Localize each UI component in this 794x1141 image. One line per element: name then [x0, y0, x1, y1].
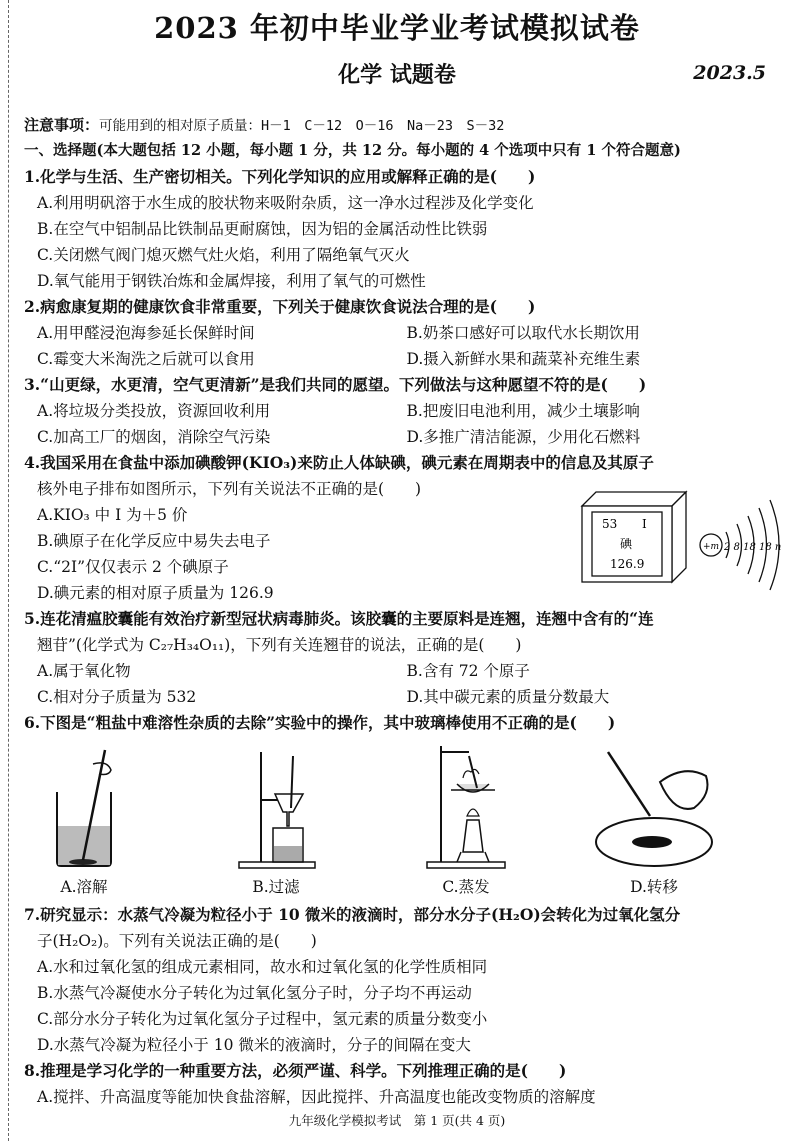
q1-stem: 1.化学与生活、生产密切相关。下列化学知识的应用或解释正确的是( ) — [24, 167, 536, 186]
q8-option-a: A.搅拌、升高温度等能加快食盐溶解，因此搅拌、升高温度也能改变物质的溶解度 — [37, 1088, 596, 1106]
element-name: 碘 — [620, 537, 633, 551]
q6-stem: 6.下图是“粗盐中难溶性杂质的去除”实验中的操作，其中玻璃棒使用不正确的是( ) — [24, 713, 616, 732]
q2-stem: 2.病愈康复期的健康饮食非常重要，下列关于健康饮食说法合理的是( ) — [24, 297, 536, 316]
q5-option-b: B.含有 72 个原子 — [406, 662, 530, 680]
q4-block — [24, 502, 782, 606]
q2-options-cd — [24, 346, 776, 372]
q3-stem: 3.“山更绿，水更清，空气更清新”是我们共同的愿望。下列做法与这种愿望不符的是( ) — [24, 375, 647, 394]
notice — [24, 112, 776, 138]
q3-option-b: B.把废旧电池利用，减少土壤影响 — [406, 402, 640, 420]
q5-options-cd — [24, 684, 776, 710]
figure-transfer — [594, 742, 714, 900]
q4-option-c: C.“2I”仅仅表示 2 个碘原子 — [37, 558, 229, 576]
notice-text: 可能用到的相对原子质量：H－1 C－12 O－16 Na－23 S－32 — [99, 118, 505, 134]
q7-stem-line1: 7.研究显示：水蒸气冷凝为粒径小于 10 微米的液滴时，部分水分子(H₂O)会转化为过氧化氢分 — [24, 905, 681, 924]
filtration-apparatus-icon — [231, 742, 321, 872]
q8-stem: 8.推理是学习化学的一种重要方法，必须严谨、科学。下列推理正确的是( ) — [24, 1061, 567, 1080]
binding-dashed-line — [8, 0, 9, 1141]
q7-stem-line2: 子(H₂O₂)。下列有关说法正确的是( ) — [37, 932, 317, 950]
element-number: 53 — [602, 517, 618, 531]
figure-dissolve — [24, 742, 144, 900]
q1-option-a: A.利用明矾溶于水生成的胶状物来吸附杂质，这一净水过程涉及化学变化 — [37, 194, 534, 212]
q3-option-a: A.将垃圾分类投放，资源回收利用 — [37, 402, 271, 420]
q4-stem-line1: 4.我国采用在食盐中添加碘酸钾(KIO₃)来防止人体缺碘，碘元素在周期表中的信息及其原子 — [24, 453, 654, 472]
q2-option-a: A.用甲醛浸泡海参延长保鲜时间 — [37, 324, 255, 342]
q5-stem-line2: 翘苷”(化学式为 C₂₇H₃₄O₁₁)，下列有关连翘苷的说法，正确的是( ) — [37, 636, 522, 654]
q5-option-a: A.属于氧化物 — [37, 662, 131, 680]
figure-evaporate — [406, 742, 526, 900]
beaker-stirring-icon — [39, 742, 129, 872]
q7-option-a: A.水和过氧化氢的组成元素相同，故水和过氧化氢的化学性质相同 — [37, 958, 488, 976]
q3-options-ab — [24, 398, 776, 424]
page-subtitle: 化学 试题卷 — [338, 62, 456, 88]
nucleus-label: +m — [702, 542, 720, 552]
figure-caption-c: C.蒸发 — [442, 878, 490, 896]
q4-stem-line2: 核外电子排布如图所示，下列有关说法不正确的是( ) — [37, 480, 422, 498]
q7-option-d: D.水蒸气冷凝为粒径小于 10 微米的液滴时，分子的间隔在变大 — [37, 1036, 471, 1054]
q1-option-d: D.氧气能用于钢铁冶炼和金属焊接，利用了氧气的可燃性 — [37, 272, 426, 290]
q5-option-d: D.其中碳元素的质量分数最大 — [406, 688, 610, 706]
page-footer: 九年级化学模拟考试 第 1 页(共 4 页) — [288, 1113, 506, 1128]
q4-option-d: D.碘元素的相对原子质量为 126.9 — [37, 584, 274, 602]
figure-caption-a: A.溶解 — [60, 878, 108, 896]
q5-option-c: C.相对分子质量为 532 — [37, 688, 197, 706]
q3-option-c: C.加高工厂的烟囱，消除空气污染 — [37, 428, 271, 446]
section-heading: 一、选择题(本大题包括 12 小题，每小题 1 分，共 12 分。每小题的 4 个选项中只有 1 个符合题意) — [24, 142, 681, 159]
figure-caption-d: D.转移 — [630, 878, 678, 896]
element-mass: 126.9 — [610, 557, 645, 571]
q3-options-cd — [24, 424, 776, 450]
q7-option-c: C.部分水分子转化为过氧化氢分子过程中，氢元素的质量分数变小 — [37, 1010, 488, 1028]
q4-option-b: B.碘原子在化学反应中易失去电子 — [37, 532, 271, 550]
exam-date: 2023.5 — [693, 62, 766, 84]
q2-options-ab — [24, 320, 776, 346]
exam-content — [24, 112, 782, 1110]
electron-counts: 2 8 18 18 n — [724, 542, 782, 553]
q5-options-ab — [24, 658, 776, 684]
q1-option-c: C.关闭燃气阀门熄灭燃气灶火焰，利用了隔绝氧气灭火 — [37, 246, 410, 264]
figure-caption-b: B.过滤 — [252, 878, 300, 896]
q5-stem-line1: 5.连花清瘟胶囊能有效治疗新型冠状病毒肺炎。该胶囊的主要原料是连翘，连翘中含有的“连 — [24, 609, 654, 628]
figure-filter — [216, 742, 336, 900]
q2-option-c: C.霉变大米淘洗之后就可以食用 — [37, 350, 255, 368]
q2-option-d: D.摄入新鲜水果和蔬菜补充维生素 — [406, 350, 641, 368]
evaporation-apparatus-icon — [421, 742, 511, 872]
transfer-dish-icon — [594, 742, 724, 872]
q7-option-b: B.水蒸气冷凝使水分子转化为过氧化氢分子时，分子均不再运动 — [37, 984, 472, 1002]
q3-option-d: D.多推广清洁能源，少用化石燃料 — [406, 428, 641, 446]
q1-option-b: B.在空气中铝制品比铁制品更耐腐蚀，因为铝的金属活动性比铁弱 — [37, 220, 488, 238]
iodine-element-diagram — [580, 470, 794, 600]
page-title: 2023 年初中毕业学业考试模拟试卷 — [154, 11, 640, 45]
q2-option-b: B.奶茶口感好可以取代水长期饮用 — [406, 324, 640, 342]
notice-label: 注意事项： — [24, 116, 100, 134]
q6-figures — [24, 742, 776, 902]
q4-option-a: A.KIO₃ 中 I 为＋5 价 — [37, 506, 188, 524]
element-symbol: I — [642, 517, 647, 531]
